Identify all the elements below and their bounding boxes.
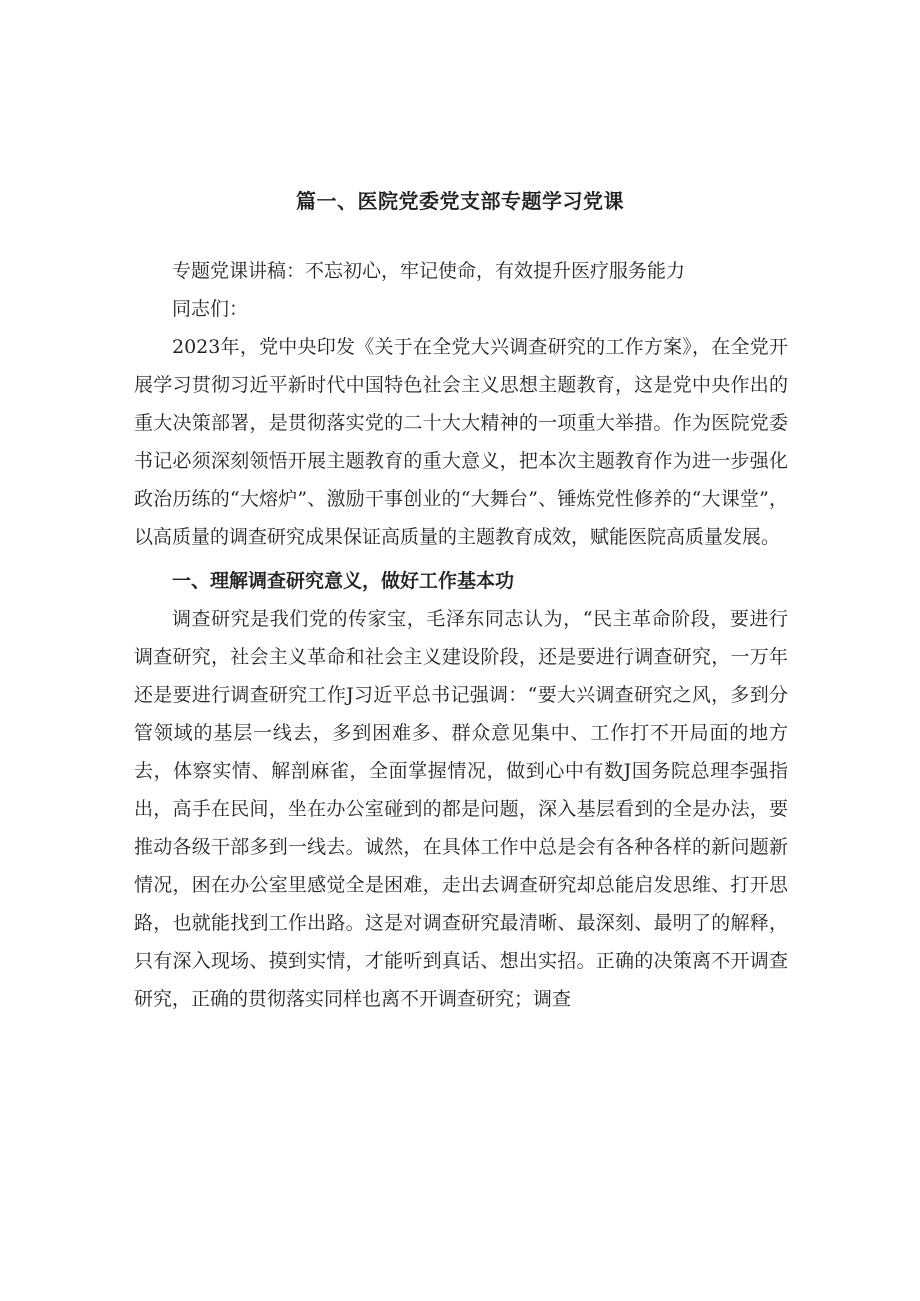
section-1-paragraph: 调查研究是我们党的传家宝，毛泽东同志认为，“民主革命阶段，要进行调查研究，社会主义革命和社会主义建设阶段，还是要进行调查研究，一万年还是要进行调查研究工作J习近平总书记强调：“要大兴调查研究之风，多到分管领域的基层一线去，多到困难多、群众意见集中、工作打不开局面的地方去，体察实情、解剖麻雀，全面掌握情况，做到心中有数J国务院总理李强指出，高手在民间，坐在办公室碰到的都是问题，深入基层看到的全是办法，要推动各级干部多到一线去。诚然，在具体工作中总是会有各种各样的新问题新情况，困在办公室里感觉全是困难，走出去调查研究却总能启发思维、打开思路，也就能找到工作出路。这是对调查研究最清晰、最深刻、最明了的解释，只有深入现场、摸到实情，才能听到真话、想出实招。正确的决策离不开调查研究，正确的贯彻落实同样也离不开调查研究；调查: [134, 608, 788, 1010]
lecture-subtitle: 专题党课讲稿：不忘初心，牢记使命，有效提升医疗服务能力: [172, 260, 686, 282]
intro-paragraph: 2023年，党中央印发《关于在全党大兴调查研究的工作方案》，在全党开展学习贯彻习近平新时代中国特色社会主义思想主题教育，这是党中央作出的重大决策部署，是贯彻落实党的二十大大精神的一项重大举措。作为医院党委书记必须深刻领悟开展主题教育的重大意义，把本次主题教育作为进一步强化政治历练的“大熔炉”、激励干事创业的“大舞台”、锤炼党性修养的“大课堂”，以高质量的调查研究成果保证高质量的主题教育成效，赋能医院高质量发展。: [134, 336, 788, 548]
salutation: 同志们：: [172, 298, 249, 320]
document-title: 篇一、医院党委党支部专题学习党课: [296, 189, 624, 213]
document-body: [134, 252, 788, 1018]
section-heading-1: 一、理解调查研究意义，做好工作基本功: [172, 570, 515, 592]
